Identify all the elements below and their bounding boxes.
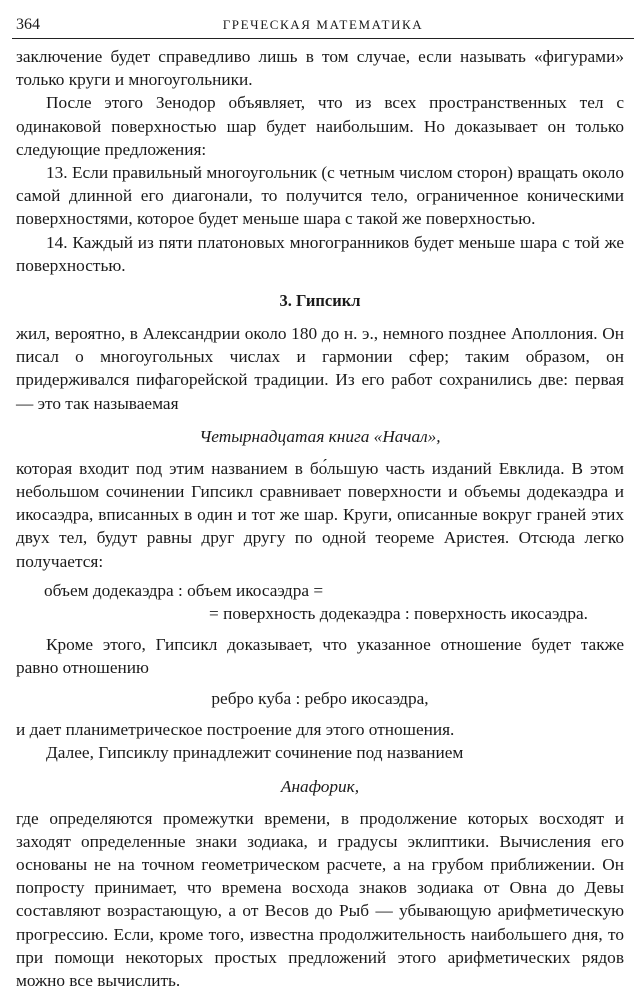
paragraph-zenodorus: После этого Зенодор объявляет, что из всех пространственных тел с одинаковой поверхностью шар будет наибольшим. Но доказывает он только следующие предложения: xyxy=(16,93,624,159)
proposition-13: 13. Если правильный многоугольник (с четным числом сторон) вращать около самой длинной его диагонали, то получится тело, ограниченное коническими поверхностями, которое будет меньше шара с такой же поверхностью. xyxy=(16,163,624,229)
paragraph-ratio: Кроме этого, Гипсикл доказывает, что указанное отношение будет также равно отношению xyxy=(16,634,624,678)
page-content xyxy=(16,45,624,992)
proposition-14: 14. Каждый из пяти платоновых многогранников будет меньше шара с той же поверхностью. xyxy=(16,232,624,275)
paragraph-anaphoricus: где определяются промежутки времени, в продолжение которых восходят и заходят определенные знаки зодиака, и градусы эклиптики. Вычисления его основаны не на точном геометрическом расчете, а на грубом приближении. Он попросту принимает, что времена восхода знаков зодиака от Овна до Девы составляют возрастающую, а от Весов до Рыб — убывающую арифметическую прогрессию. Если, кроме того, известна продолжительность наибольшего дня, то при помощи некоторых простых предложений этого арифметических рядов можно все вычислить. xyxy=(16,808,624,991)
running-title: ГРЕЧЕСКАЯ МАТЕМАТИКА xyxy=(222,17,424,32)
paragraph-hypsicles-intro: жил, вероятно, в Александрии около 180 до н. э., немного позднее Аполлония. Он писал о многоугольных числах и гармонии сфер; таким образом, он придерживался пифагорейской традиции. Из его работ сохранились две: первая — это так называемая xyxy=(16,324,624,413)
formula-edge-ratio: ребро куба : ребро икосаэдра, xyxy=(211,689,429,709)
formula-surface-ratio: = поверхность додекаэдра : поверхность икосаэдра. xyxy=(209,603,588,623)
work-title-anaphoricus: Анафорик, xyxy=(280,776,360,796)
formula-volume-ratio: объем додекаэдра : объем икосаэдра = xyxy=(44,580,324,600)
work-title-fourteenth-book: Четырнадцатая книга «Начал», xyxy=(199,426,441,446)
paragraph-further: Далее, Гипсиклу принадлежит сочинение под названием xyxy=(46,743,464,763)
page-number: 364 xyxy=(16,16,40,33)
section-heading: 3. Гипсикл xyxy=(279,291,361,311)
paragraph-fourteenth-book: которая входит под этим названием в бо́льшую часть изданий Евклида. В этом небольшом сочинении Гипсикл сравнивает поверхности и объемы додекаэдра и икосаэдра, вписанных в один и тот же шар. Круги, описанные вокруг граней этих двух тел, будут равны друг другу по одной теореме Аристея. Отсюда легко получается: xyxy=(16,458,624,571)
paragraph-construction: и дает планиметрическое построение для этого отношения. xyxy=(16,720,455,740)
paragraph-continuation: заключение будет справедливо лишь в том случае, если называть «фигурами» только круги и многоугольники. xyxy=(16,47,624,90)
running-header xyxy=(12,12,634,39)
